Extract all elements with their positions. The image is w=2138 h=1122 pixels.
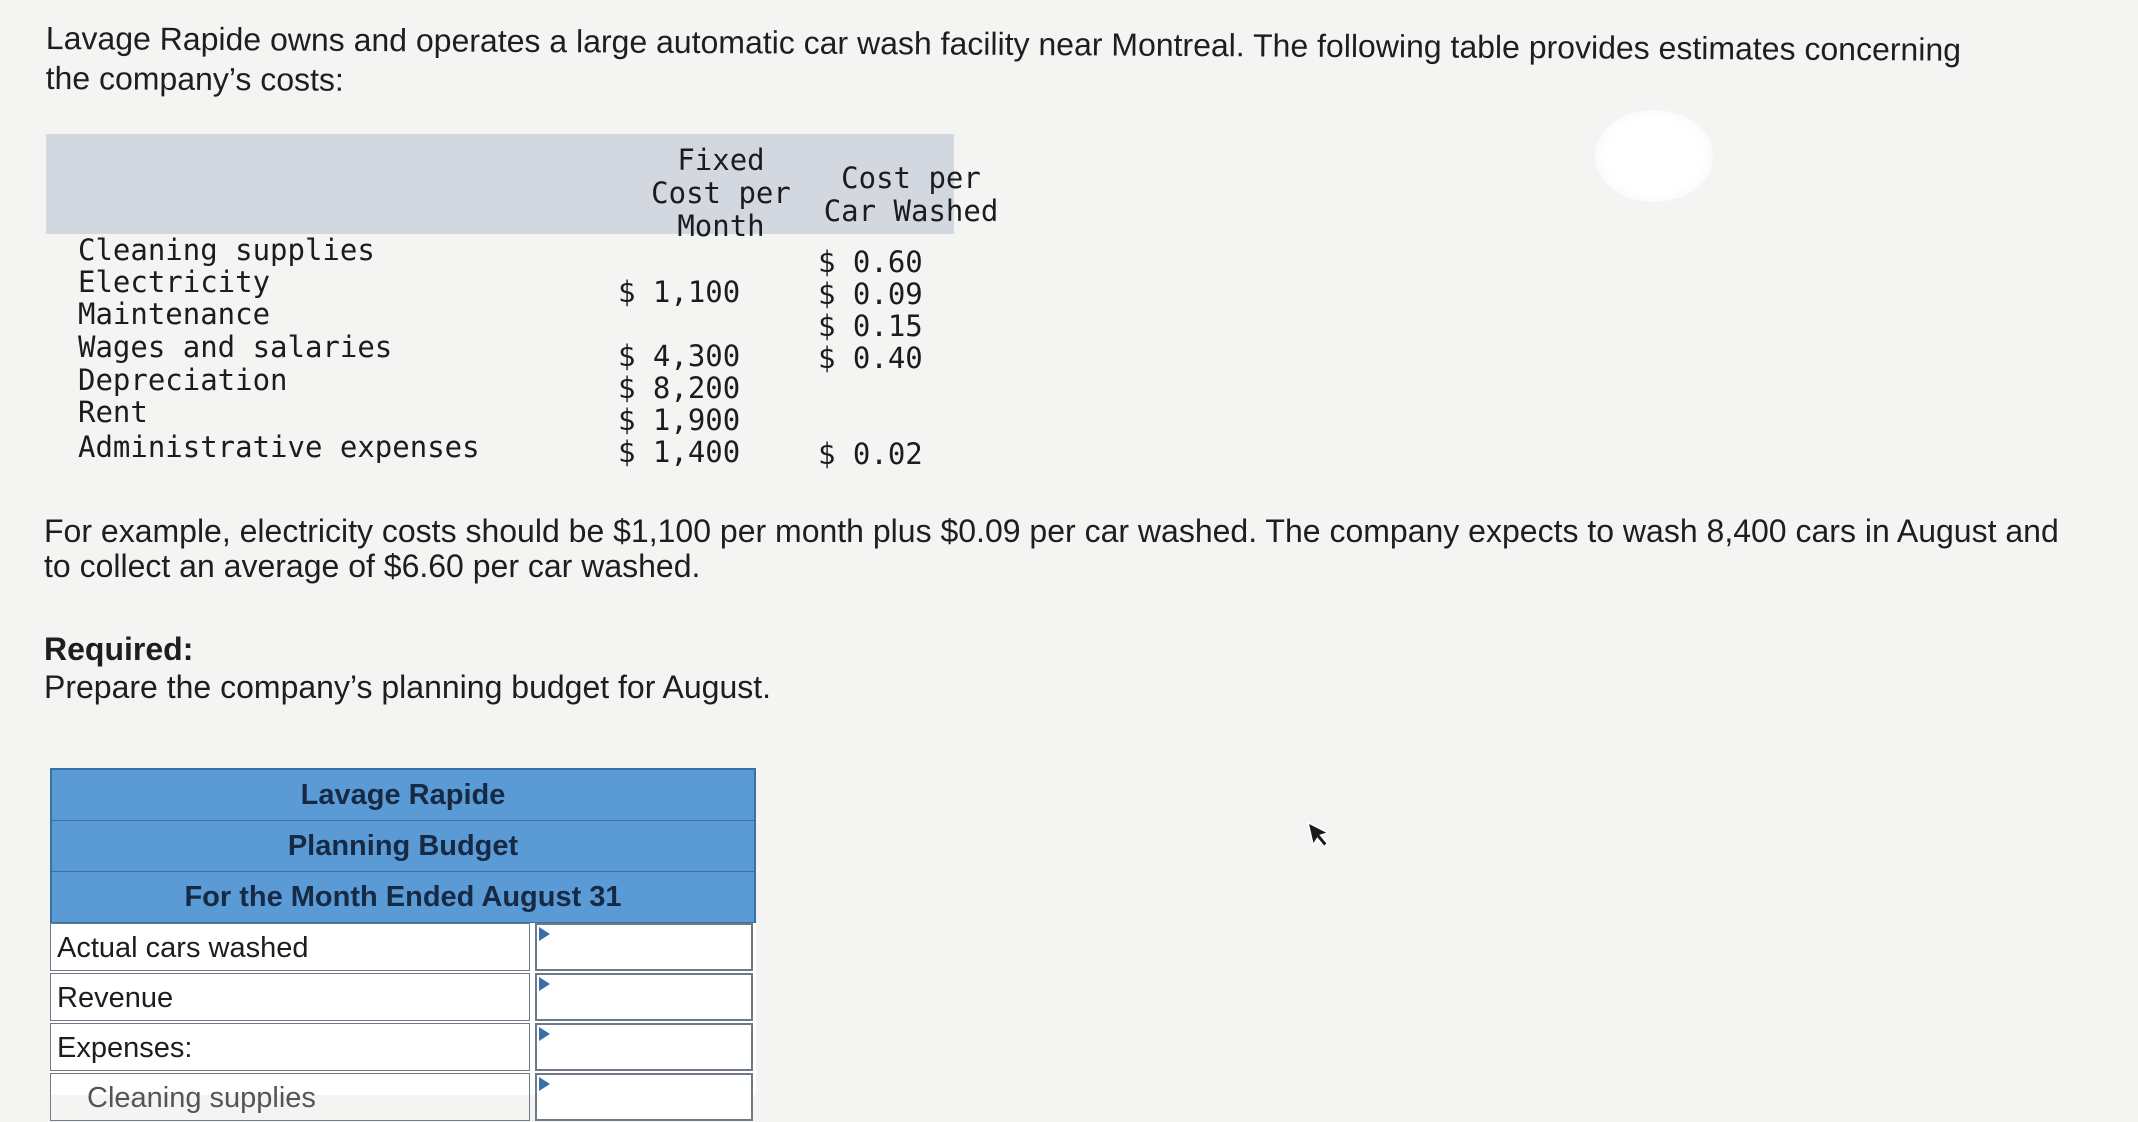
fixed-rent: $ 1,900 (618, 403, 741, 437)
required-heading: Required: (44, 631, 194, 667)
required-instruction: Prepare the company’s planning budget for August. (44, 669, 772, 705)
budget-label-actual-cars: Actual cars washed (50, 923, 530, 971)
variable-wages-salaries: $ 0.40 (818, 341, 923, 375)
variable-cleaning-supplies: $ 0.60 (818, 245, 923, 279)
budget-header (50, 768, 756, 923)
variable-maintenance: $ 0.15 (818, 309, 923, 343)
cost-table-header: Fixed Cost per Month Cost per Car Washed (46, 134, 954, 234)
budget-label-cleaning-supplies: Cleaning supplies (50, 1073, 530, 1121)
row-label-electricity: Electricity (78, 265, 271, 299)
photo-glare (1595, 110, 1713, 202)
budget-row-expenses (50, 1023, 756, 1073)
problem-intro: Lavage Rapide owns and operates a large automatic car wash facility near Montreal. The following table provides estimates concerning the company’s costs: (45, 19, 1962, 98)
budget-title: Planning Budget (50, 821, 756, 872)
row-label-cleaning-supplies: Cleaning supplies (78, 233, 375, 267)
fixed-depreciation: $ 8,200 (618, 371, 741, 405)
budget-row-cleaning-supplies-partial (50, 1073, 756, 1114)
example-paragraph: For example, electricity costs should be $1,100 per month plus $0.09 per car washed. The company expects to wash 8,400 cars in August and to collect an average of $6.60 per car washed. (44, 513, 2059, 584)
revenue-input[interactable] (535, 973, 753, 1021)
budget-label-expenses: Expenses: (50, 1023, 530, 1071)
fixed-wages-salaries: $ 4,300 (618, 339, 741, 373)
expenses-input[interactable] (535, 1023, 753, 1071)
planning-budget-form (50, 768, 756, 1114)
row-label-administrative: Administrative expenses (78, 430, 480, 464)
row-label-depreciation: Depreciation (78, 363, 288, 397)
budget-label-revenue: Revenue (50, 973, 530, 1021)
row-label-maintenance: Maintenance (78, 297, 271, 331)
mouse-pointer-icon (1306, 818, 1330, 850)
budget-period: For the Month Ended August 31 (50, 872, 756, 923)
budget-row-actual-cars (50, 923, 756, 973)
row-label-wages-salaries: Wages and salaries (78, 330, 393, 364)
row-label-rent: Rent (78, 395, 148, 429)
cleaning-supplies-input[interactable] (535, 1073, 753, 1121)
budget-row-revenue (50, 973, 756, 1023)
variable-electricity: $ 0.09 (818, 277, 923, 311)
actual-cars-input[interactable] (535, 923, 753, 971)
header-fixed-cost: Fixed Cost per Month (651, 143, 791, 243)
fixed-electricity: $ 1,100 (618, 275, 741, 309)
fixed-administrative: $ 1,400 (618, 435, 741, 469)
variable-administrative: $ 0.02 (818, 437, 923, 471)
budget-company-name: Lavage Rapide (50, 768, 756, 821)
